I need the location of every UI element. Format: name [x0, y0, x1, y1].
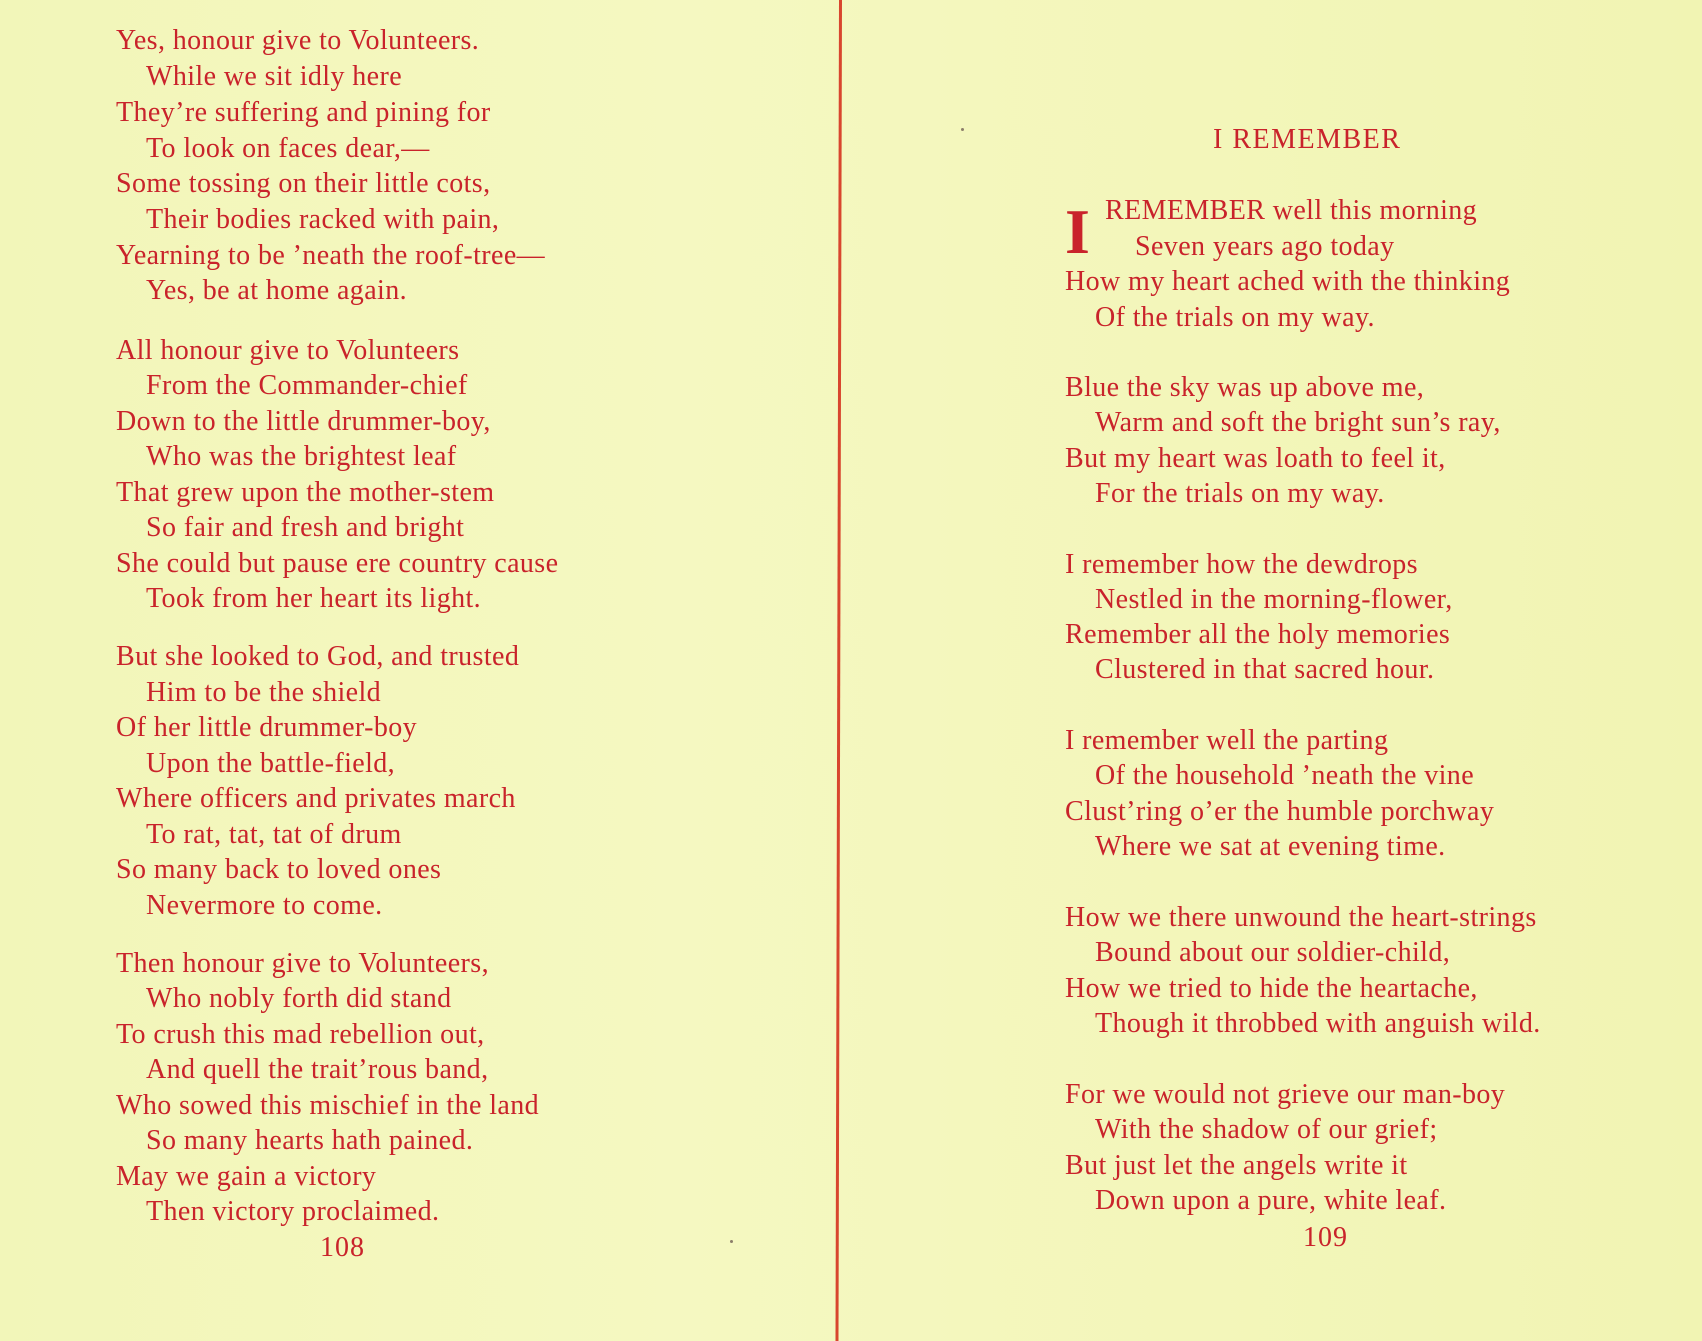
poem-line: REMEMBER well this morning: [1105, 195, 1478, 226]
poem-line: And quell the trait’rous band,: [146, 1054, 489, 1085]
poem-line: They’re suffering and pining for: [116, 97, 491, 128]
poem-line: Yearning to be ’neath the roof-tree—: [116, 240, 546, 271]
poem-line: Some tossing on their little cots,: [116, 168, 491, 199]
poem-line: To crush this mad rebellion out,: [116, 1019, 485, 1050]
poem-line: From the Commander-chief: [146, 370, 468, 401]
poem-line: Clust’ring o’er the humble porchway: [1065, 796, 1495, 827]
poem-line: Seven years ago today: [1135, 231, 1395, 262]
poem-line: Of her little drummer-boy: [116, 712, 418, 743]
poem-line: Warm and soft the bright sun’s ray,: [1095, 407, 1501, 438]
page-number: 109: [1303, 1222, 1348, 1253]
poem-line: That grew upon the mother-stem: [116, 477, 495, 508]
poem-line: Of the trials on my way.: [1095, 302, 1375, 333]
poem-line: Then victory proclaimed.: [146, 1196, 440, 1227]
poem-line: Nevermore to come.: [146, 890, 383, 921]
poem-line: I remember how the dewdrops: [1065, 549, 1418, 580]
poem-line: Of the household ’neath the vine: [1095, 760, 1475, 791]
poem-line: While we sit idly here: [146, 61, 403, 92]
poem-line: She could but pause ere country cause: [116, 548, 559, 579]
poem-line: All honour give to Volunteers: [116, 335, 460, 366]
poem-line: To look on faces dear,—: [146, 133, 430, 164]
poem-line: How we there unwound the heart-strings: [1065, 902, 1537, 933]
poem-line: Upon the battle-field,: [146, 748, 396, 779]
poem-line: Down upon a pure, white leaf.: [1095, 1185, 1447, 1216]
poem-line: Down to the little drummer-boy,: [116, 406, 491, 437]
poem-line: But my heart was loath to feel it,: [1065, 443, 1446, 474]
poem-line: Where officers and privates march: [116, 783, 516, 814]
poem-line: Bound about our soldier-child,: [1095, 937, 1451, 968]
drop-cap: I: [1065, 196, 1090, 267]
poem-line: How we tried to hide the heartache,: [1065, 973, 1478, 1004]
poem-line: Their bodies racked with pain,: [146, 204, 500, 235]
poem-line: So fair and fresh and bright: [146, 512, 465, 543]
poem-line: May we gain a victory: [116, 1161, 377, 1192]
poem-line: But just let the angels write it: [1065, 1150, 1408, 1181]
paper-speck: [961, 128, 964, 131]
poem-line: Took from her heart its light.: [146, 583, 482, 614]
page-number: 108: [320, 1232, 365, 1263]
poem-line: I remember well the parting: [1065, 725, 1389, 756]
poem-line: So many hearts hath pained.: [146, 1125, 474, 1156]
poem-line: Where we sat at evening time.: [1095, 831, 1446, 862]
poem-line: Nestled in the morning-flower,: [1095, 584, 1453, 615]
poem-title: I REMEMBER: [1213, 124, 1402, 155]
poem-line: Blue the sky was up above me,: [1065, 372, 1425, 403]
poem-line: Clustered in that sacred hour.: [1095, 654, 1435, 685]
left-page: [0, 0, 838, 1341]
poem-line: How my heart ached with the thinking: [1065, 266, 1511, 297]
poem-line: Who sowed this mischief in the land: [116, 1090, 540, 1121]
poem-line: So many back to loved ones: [116, 854, 442, 885]
paper-speck: [730, 1240, 733, 1243]
poem-line: Then honour give to Volunteers,: [116, 948, 489, 979]
poem-line: But she looked to God, and trusted: [116, 641, 520, 672]
poem-line: To rat, tat, tat of drum: [146, 819, 402, 850]
poem-line: Yes, honour give to Volunteers.: [116, 25, 480, 56]
poem-line: With the shadow of our grief;: [1095, 1114, 1438, 1145]
poem-line: For we would not grieve our man-boy: [1065, 1079, 1506, 1110]
poem-line: For the trials on my way.: [1095, 478, 1385, 509]
poem-line: Remember all the holy memories: [1065, 619, 1451, 650]
poem-line: Who was the brightest leaf: [146, 441, 457, 472]
poem-line: Who nobly forth did stand: [146, 983, 452, 1014]
right-page: [843, 0, 1702, 1341]
poem-line: Him to be the shield: [146, 677, 382, 708]
poem-line: Yes, be at home again.: [146, 275, 408, 306]
poem-line: Though it throbbed with anguish wild.: [1095, 1008, 1541, 1039]
